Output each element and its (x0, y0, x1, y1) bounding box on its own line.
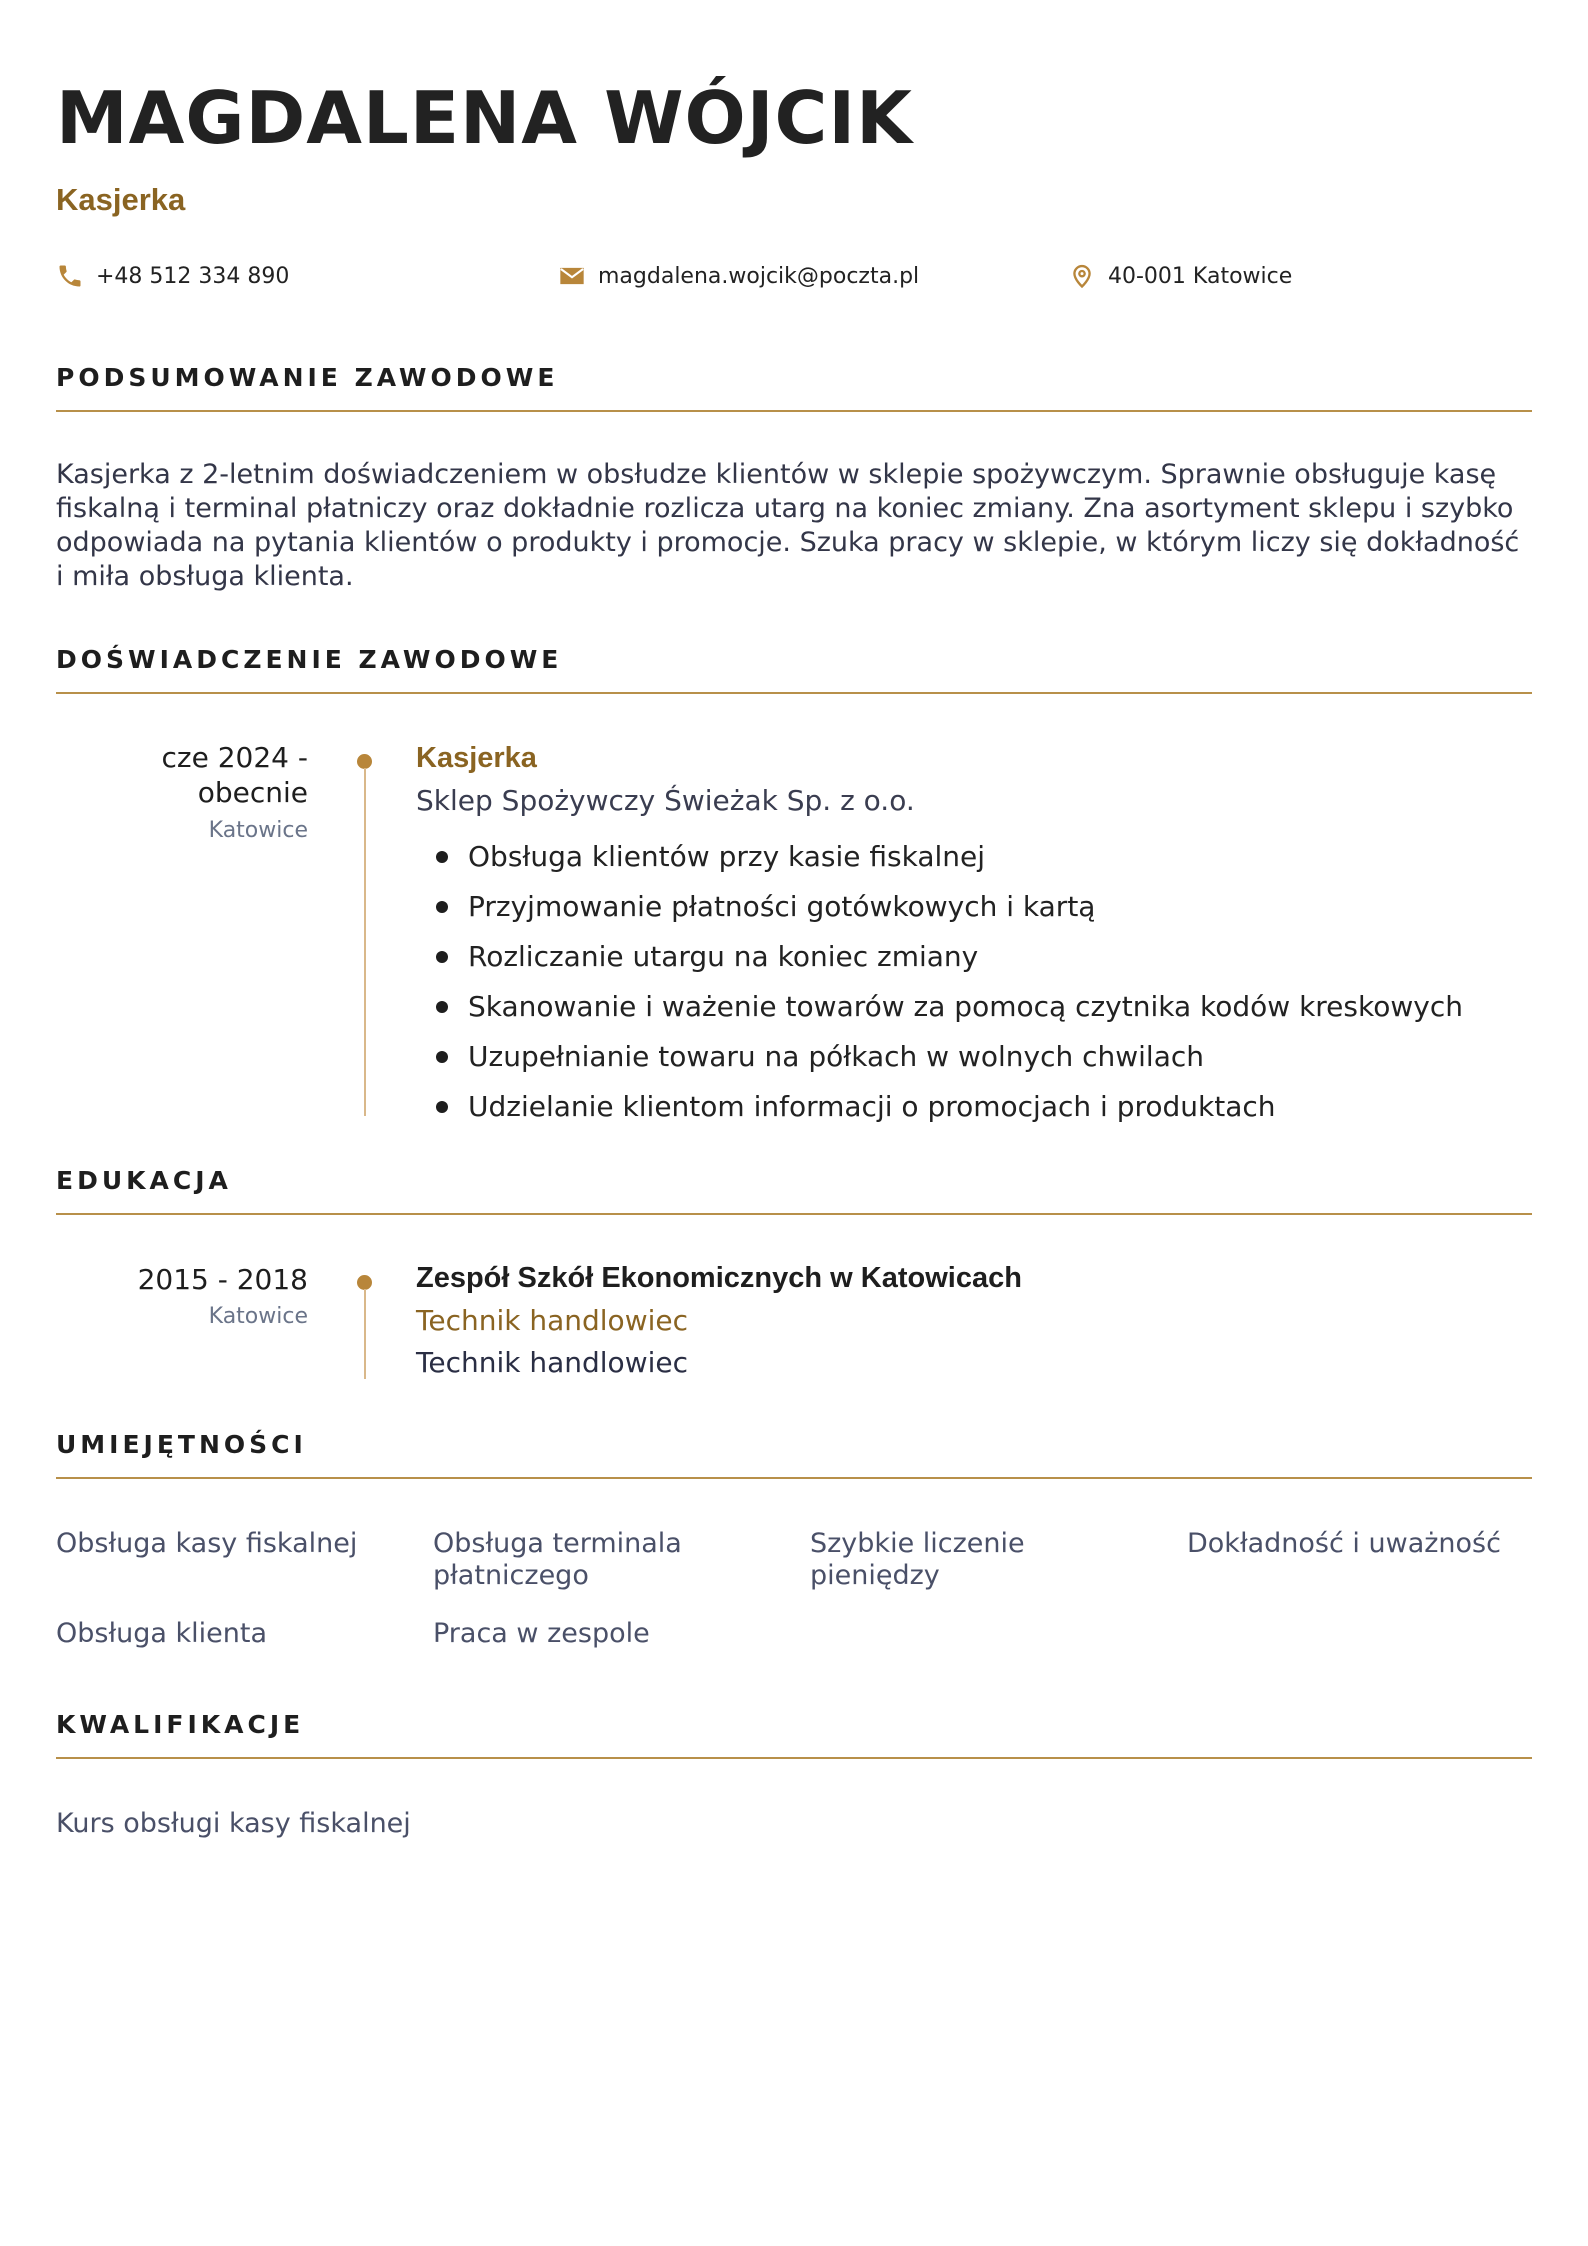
bullet-icon (436, 1001, 448, 1013)
education-section-title: EDUKACJA (56, 1166, 232, 1195)
skills-section-title: UMIEJĘTNOŚCI (56, 1430, 307, 1459)
experience-date-end: obecnie (197, 776, 308, 809)
contact-phone (56, 262, 289, 290)
resume-page (56, 0, 1532, 2246)
experience-date-start: cze 2024 - (161, 741, 308, 774)
skill-item: Obsługa terminala płatniczego (433, 1528, 682, 1591)
list-item: Skanowanie i ważenie towarów za pomocą czytnika kodów kreskowych (416, 982, 1463, 1032)
location-pin-icon (1068, 262, 1096, 290)
list-item: Obsługa klientów przy kasie fiskalnej (416, 832, 1463, 882)
list-item: Rozliczanie utargu na koniec zmiany (416, 932, 1463, 982)
contact-location (1068, 262, 1292, 290)
section-divider (56, 410, 1532, 412)
section-divider (56, 1757, 1532, 1759)
skill-item: Szybkie liczenie pieniędzy (810, 1528, 1025, 1591)
skill-item: Obsługa klienta (56, 1618, 268, 1649)
qualifications-section-title: KWALIFIKACJE (56, 1710, 305, 1739)
skill-item: Dokładność i uważność (1187, 1528, 1501, 1559)
section-divider (56, 1477, 1532, 1479)
education-dates: 2015 - 2018 (137, 1263, 308, 1296)
location-text: 40-001 Katowice (1108, 263, 1293, 289)
bullet-icon (436, 901, 448, 913)
qualification-item: Kurs obsługi kasy fiskalnej (56, 1808, 411, 1839)
list-item: Udzielanie klientom informacji o promocjach i produktach (416, 1082, 1463, 1132)
timeline-line (364, 768, 366, 1116)
company-name: Sklep Spożywczy Świeżak Sp. z o.o. (416, 784, 915, 817)
section-divider (56, 1213, 1532, 1215)
timeline-line (364, 1289, 366, 1379)
school-name: Zespół Szkół Ekonomicznych w Katowicach (416, 1262, 1022, 1294)
phone-icon (56, 262, 84, 290)
timeline-dot (357, 754, 372, 769)
experience-location: Katowice (208, 818, 308, 843)
bullet-icon (436, 951, 448, 963)
job-title: Kasjerka (416, 742, 537, 774)
phone-number: +48 512 334 890 (96, 263, 290, 289)
email-address: magdalena.wojcik@poczta.pl (598, 263, 920, 289)
candidate-name: MAGDALENA WÓJCIK (56, 76, 913, 160)
degree-name: Technik handlowiec (416, 1304, 688, 1337)
field-of-study: Technik handlowiec (416, 1346, 688, 1379)
summary-text: Kasjerka z 2-letnim doświadczeniem w obsłudze klientów w sklepie spożywczym. Sprawnie obsługuje kasę fiskalną i terminal płatniczy oraz dokładnie rozlicza utarg na koniec zmiany. Zna asortyment sklepu i szybko odpowiada na pytania klientów o produkty i promocje. Szuka pracy w sklepie, w którym liczy się dokładność i miła obsługa klienta. (56, 459, 1520, 592)
summary-section-title: PODSUMOWANIE ZAWODOWE (56, 363, 559, 392)
bullet-icon (436, 851, 448, 863)
candidate-role: Kasjerka (56, 182, 186, 217)
list-item: Uzupełnianie towaru na półkach w wolnych chwilach (416, 1032, 1463, 1082)
contact-email (558, 262, 919, 290)
experience-section-title: DOŚWIADCZENIE ZAWODOWE (56, 645, 563, 674)
experience-date (56, 740, 308, 810)
bullet-icon (436, 1101, 448, 1113)
mail-icon (558, 262, 586, 290)
job-duties-list (416, 832, 1463, 1132)
education-location: Katowice (208, 1304, 308, 1329)
skill-item: Praca w zespole (433, 1618, 650, 1649)
timeline-dot (357, 1275, 372, 1290)
bullet-icon (436, 1051, 448, 1063)
section-divider (56, 692, 1532, 694)
list-item: Przyjmowanie płatności gotówkowych i kartą (416, 882, 1463, 932)
skill-item: Obsługa kasy fiskalnej (56, 1528, 358, 1559)
